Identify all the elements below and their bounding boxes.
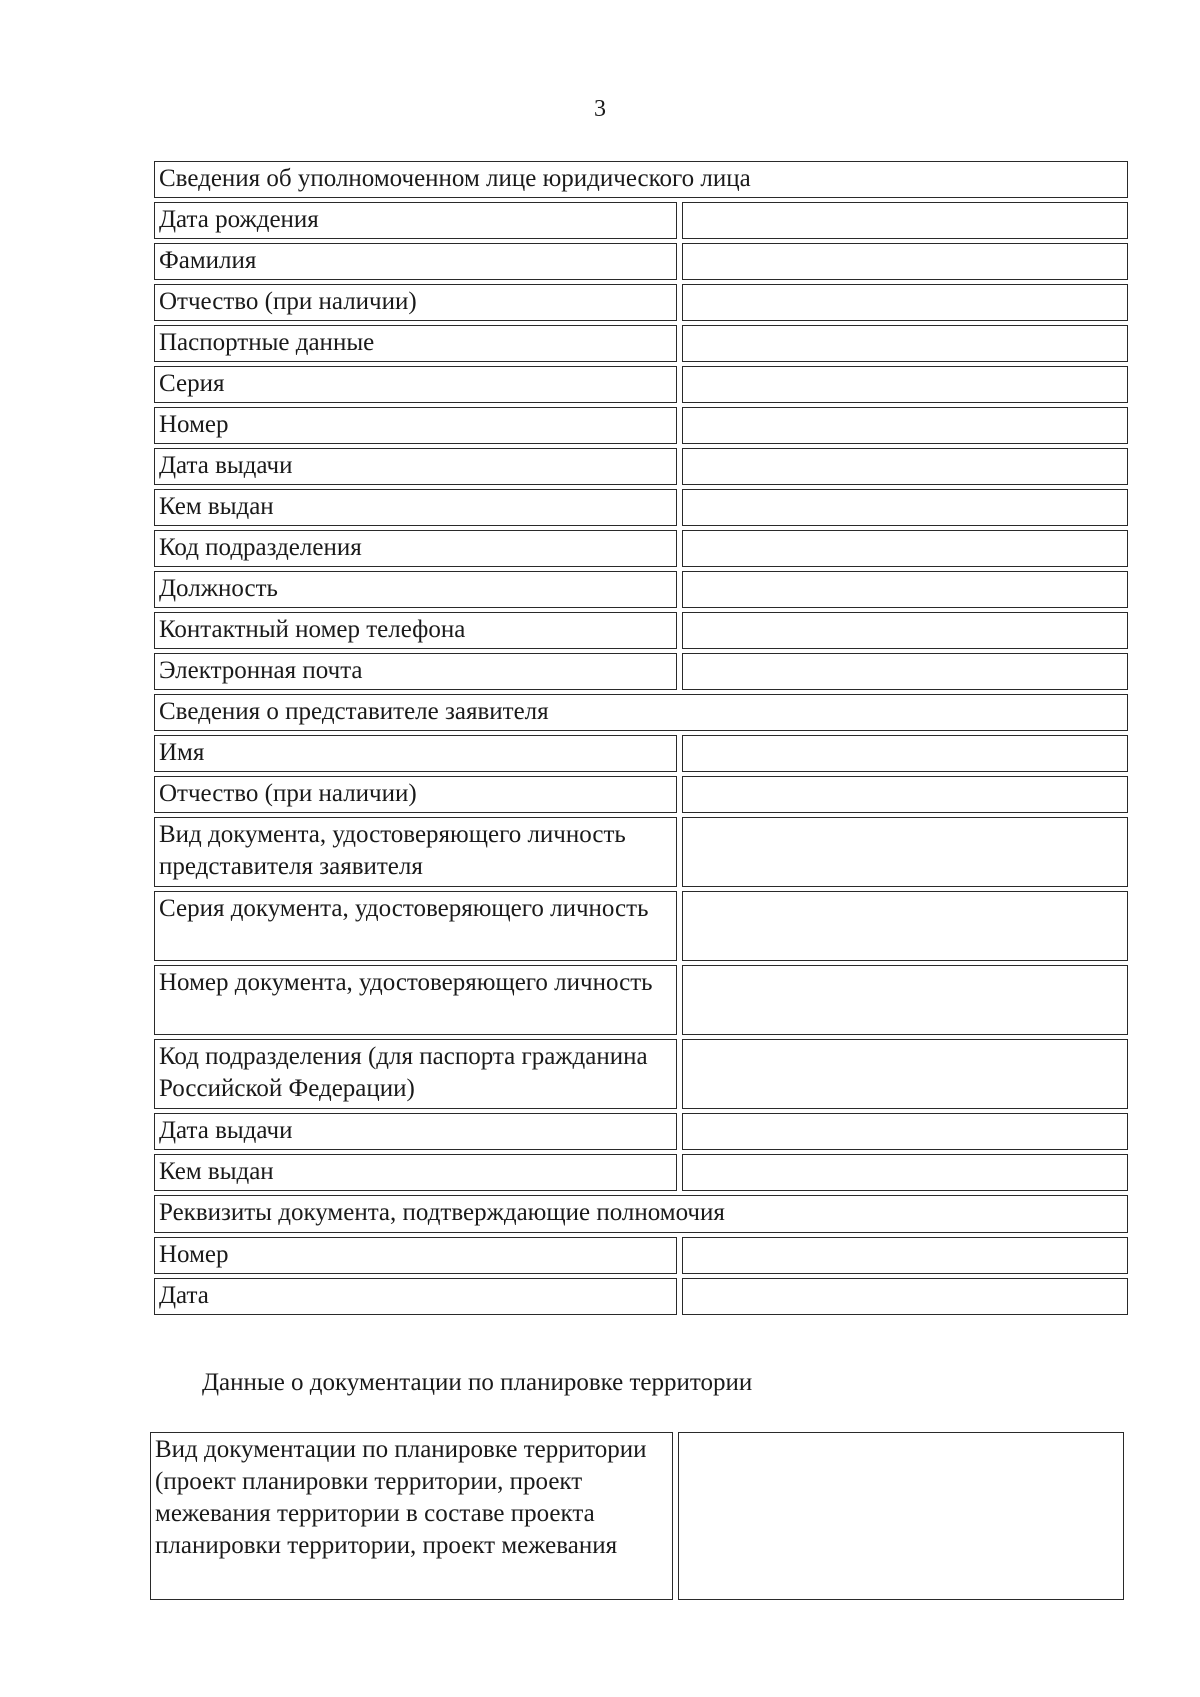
- planning-form-table: [150, 1432, 1124, 1604]
- field-input-division-code[interactable]: [682, 530, 1128, 567]
- field-label-passport-data: Паспортные данные: [154, 325, 677, 362]
- field-input-issue-date[interactable]: [682, 448, 1128, 485]
- field-input-issued-by[interactable]: [682, 489, 1128, 526]
- field-label-authority-doc-number: Номер: [154, 1237, 677, 1274]
- field-label-rep-issued-by: Кем выдан: [154, 1154, 677, 1191]
- field-input-rep-name[interactable]: [682, 735, 1128, 772]
- field-input-rep-id-doc-series[interactable]: [682, 891, 1128, 961]
- section-header-authority-document: Реквизиты документа, подтверждающие полномочия: [154, 1195, 1128, 1233]
- field-input-rep-division-code[interactable]: [682, 1039, 1128, 1109]
- field-label-surname: Фамилия: [154, 243, 677, 280]
- field-input-rep-id-doc-type[interactable]: [682, 817, 1128, 887]
- field-label-rep-id-doc-type: Вид документа, удостоверяющего личность представителя заявителя: [154, 817, 677, 887]
- planning-section-title: Данные о документации по планировке территории: [202, 1369, 753, 1396]
- field-input-position[interactable]: [682, 571, 1128, 608]
- section-header-representative: Сведения о представителе заявителя: [154, 694, 1128, 731]
- field-label-rep-division-code: Код подразделения (для паспорта гражданина Российской Федерации): [154, 1039, 677, 1109]
- field-input-email[interactable]: [682, 653, 1128, 690]
- field-label-issue-date: Дата выдачи: [154, 448, 677, 485]
- field-input-phone[interactable]: [682, 612, 1128, 649]
- field-label-position: Должность: [154, 571, 677, 608]
- field-input-planning-doc-type[interactable]: [678, 1432, 1124, 1600]
- field-label-phone: Контактный номер телефона: [154, 612, 677, 649]
- field-label-email: Электронная почта: [154, 653, 677, 690]
- section-header-authorized-person: Сведения об уполномоченном лице юридического лица: [154, 161, 1128, 198]
- field-input-series[interactable]: [682, 366, 1128, 403]
- field-input-passport-data[interactable]: [682, 325, 1128, 362]
- applicant-form-table: [154, 161, 1128, 1319]
- field-input-rep-patronymic[interactable]: [682, 776, 1128, 813]
- field-label-rep-name: Имя: [154, 735, 677, 772]
- page-number: 3: [594, 96, 606, 122]
- field-label-planning-doc-type: Вид документации по планировке территории (проект планировки территории, проект межевания территории в составе проекта планировки территории, проект межевания: [150, 1432, 673, 1600]
- field-label-division-code: Код подразделения: [154, 530, 677, 567]
- field-label-rep-id-doc-series: Серия документа, удостоверяющего личность: [154, 891, 677, 961]
- field-input-number[interactable]: [682, 407, 1128, 444]
- field-label-issued-by: Кем выдан: [154, 489, 677, 526]
- field-label-birth-date: Дата рождения: [154, 202, 677, 239]
- field-input-birth-date[interactable]: [682, 202, 1128, 239]
- field-input-surname[interactable]: [682, 243, 1128, 280]
- field-label-series: Серия: [154, 366, 677, 403]
- field-input-rep-issued-by[interactable]: [682, 1154, 1128, 1191]
- field-input-patronymic[interactable]: [682, 284, 1128, 321]
- field-input-authority-doc-date[interactable]: [682, 1278, 1128, 1315]
- field-label-rep-patronymic: Отчество (при наличии): [154, 776, 677, 813]
- field-input-rep-id-doc-number[interactable]: [682, 965, 1128, 1035]
- field-label-rep-issue-date: Дата выдачи: [154, 1113, 677, 1150]
- field-label-number: Номер: [154, 407, 677, 444]
- field-input-authority-doc-number[interactable]: [682, 1237, 1128, 1274]
- field-label-patronymic: Отчество (при наличии): [154, 284, 677, 321]
- field-input-rep-issue-date[interactable]: [682, 1113, 1128, 1150]
- field-label-authority-doc-date: Дата: [154, 1278, 677, 1315]
- field-label-rep-id-doc-number: Номер документа, удостоверяющего личность: [154, 965, 677, 1035]
